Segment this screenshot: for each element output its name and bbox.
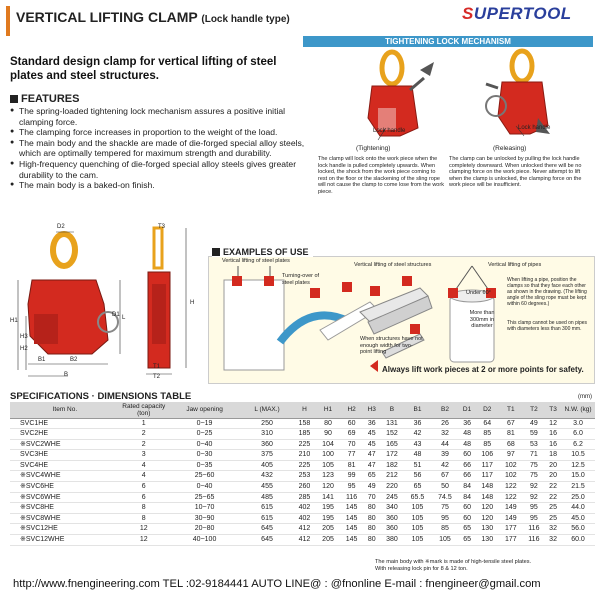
spec-cell: 18 (545, 450, 561, 461)
dim-label-t1: T1 (153, 364, 161, 370)
spec-cell: 95 (523, 513, 546, 524)
spec-cell: 105 (316, 460, 340, 471)
spec-cell: 40~100 (168, 535, 242, 546)
dim-label-h: H (190, 300, 195, 306)
spec-cell: 104 (316, 439, 340, 450)
spec-cell: 20~80 (168, 524, 242, 535)
spec-cell: 25~60 (168, 471, 242, 482)
example-angle: Under 60° (466, 290, 491, 296)
dim-label-d2: D2 (57, 224, 65, 230)
spec-cell: 60 (459, 513, 476, 524)
spec-cell: 360 (380, 524, 404, 535)
spec-cell: 77 (340, 450, 364, 461)
spec-cell: 210 (293, 450, 317, 461)
spec-cell: 25.0 (561, 492, 595, 503)
spec-cell: 6.2 (561, 439, 595, 450)
spec-cell: 36 (459, 418, 476, 429)
spec-cell: 432 (241, 471, 292, 482)
table-row (10, 482, 595, 493)
spec-cell: 615 (241, 503, 292, 514)
spec-cell: 205 (316, 535, 340, 546)
spec-cell: 81 (340, 460, 364, 471)
features-list (10, 106, 306, 191)
spec-cell: 85 (475, 439, 499, 450)
spec-cell: 92 (523, 482, 546, 493)
spec-cell: 145 (340, 513, 364, 524)
col-t2: T2 (523, 402, 546, 418)
spec-cell: 149 (499, 513, 523, 524)
example-steel-structures: Vertical lifting of steel structures (354, 262, 432, 268)
spec-cell: 220 (380, 482, 404, 493)
item-no-cell: ※SVC4WHE (10, 471, 120, 482)
spec-cell: 250 (241, 418, 292, 429)
example-pipes: Vertical lifting of pipes (488, 262, 542, 268)
spec-cell: 615 (241, 513, 292, 524)
spec-cell: 44.0 (561, 503, 595, 514)
spec-cell: 48 (404, 450, 431, 461)
spec-cell: 12 (545, 418, 561, 429)
table-row (10, 439, 595, 450)
spec-cell: 158 (293, 418, 317, 429)
spec-cell: 165 (380, 439, 404, 450)
col-h3: H3 (363, 402, 380, 418)
spec-cell: 67 (431, 471, 458, 482)
spec-cell: 4 (120, 460, 168, 471)
spec-cell: 53 (523, 439, 546, 450)
spec-cell: 0~35 (168, 460, 242, 471)
spec-cell: 30~90 (168, 513, 242, 524)
spec-cell: 185 (293, 429, 317, 440)
spec-cell: 48 (459, 439, 476, 450)
spec-cell: 105 (404, 524, 431, 535)
feature-item: ● The main body is a baked-on finish. (10, 180, 306, 191)
example-steel-plates: Vertical lifting of steel plates (222, 258, 290, 264)
spec-cell: 6 (120, 482, 168, 493)
spec-cell: 117 (475, 471, 499, 482)
item-no-cell: ※SVC6WHE (10, 492, 120, 503)
spec-cell: 0~40 (168, 482, 242, 493)
spec-cell: 145 (340, 503, 364, 514)
col-l: L (MAX.) (241, 402, 292, 418)
spec-cell: 152 (380, 429, 404, 440)
feature-item: ● The spring-loaded tightening lock mechanism assures a positive initial clamping force. (10, 106, 306, 127)
spec-cell: 645 (241, 535, 292, 546)
tightening-caption: (Tightening) (356, 145, 391, 152)
example-diameter: More than 300mm in diameter (469, 310, 495, 330)
spec-cell: 260 (293, 482, 317, 493)
spec-cell: 20 (545, 460, 561, 471)
spec-cell: 205 (316, 524, 340, 535)
spec-cell: 69 (340, 429, 364, 440)
spec-cell: 122 (499, 482, 523, 493)
spec-cell: 340 (380, 503, 404, 514)
table-row (10, 418, 595, 429)
spec-cell: 45 (363, 439, 380, 450)
feature-item: ● The clamping force increases in proportion to the weight of the load. (10, 127, 306, 138)
item-no-cell: SVC2HE (10, 429, 120, 440)
col-d1: D1 (459, 402, 476, 418)
spec-cell: 130 (475, 524, 499, 535)
spec-cell: 100 (316, 450, 340, 461)
spec-cell: 120 (475, 513, 499, 524)
spec-cell: 105 (404, 535, 431, 546)
spec-cell: 42 (431, 460, 458, 471)
spec-cell: 10.5 (561, 450, 595, 461)
item-no-cell: ※SVC12HE (10, 524, 120, 535)
spec-cell: 47 (363, 460, 380, 471)
spec-cell: 116 (523, 524, 546, 535)
table-row (10, 524, 595, 535)
spec-cell: 66 (459, 460, 476, 471)
spec-cell: 182 (380, 460, 404, 471)
spec-cell: 92 (523, 492, 546, 503)
tightening-description: The clamp will lock onto the work piece when the lock handle is pulled completely upwards. When locked, the shock from the work piece coming to rest on the floor or the slackening of the sling rope will not cause the clamp to come lose from the work piece. (318, 156, 444, 195)
spec-cell: 16 (545, 439, 561, 450)
item-no-cell: SVC4HE (10, 460, 120, 471)
square-bullet-icon (212, 248, 220, 256)
spec-cell: 60 (340, 418, 364, 429)
spec-cell: 26 (431, 418, 458, 429)
col-t1: T1 (499, 402, 523, 418)
spec-cell: 8 (120, 503, 168, 514)
spec-cell: 15.0 (561, 471, 595, 482)
spec-cell: 70 (363, 492, 380, 503)
item-no-cell: ※SVC8WHE (10, 513, 120, 524)
lock-handle-label-right: Lock handle (518, 125, 551, 131)
spec-cell: 70 (340, 439, 364, 450)
brand-logo: SUPERTOOL (462, 4, 572, 23)
table-row (10, 471, 595, 482)
dim-label-l: L (122, 315, 126, 321)
spec-cell: 245 (380, 492, 404, 503)
dim-label-h1: H1 (10, 318, 18, 324)
spec-cell: 195 (316, 503, 340, 514)
table-row (10, 450, 595, 461)
spec-cell: 148 (475, 482, 499, 493)
col-h1: H1 (316, 402, 340, 418)
spec-cell: 43 (404, 439, 431, 450)
col-capacity: Rated capacity (ton) (120, 402, 168, 418)
spec-cell: 212 (380, 471, 404, 482)
item-no-cell: ※SVC2WHE (10, 439, 120, 450)
dim-label-h2: H2 (20, 346, 28, 352)
spec-cell: 65 (459, 535, 476, 546)
spec-cell: 3 (120, 450, 168, 461)
spec-cell: 75 (431, 503, 458, 514)
spec-cell: 4 (120, 471, 168, 482)
feature-item: ● The main body and the shackle are made of die-forged special alloy steels, which are optimally tempered for maximum strength and durability. (10, 138, 306, 159)
spec-cell: 225 (293, 439, 317, 450)
dim-label-b1: B1 (38, 357, 46, 363)
spec-cell: 84 (459, 482, 476, 493)
spec-cell: 80 (316, 418, 340, 429)
col-b1: B1 (404, 402, 431, 418)
table-row (10, 460, 595, 471)
spec-cell: 95 (340, 482, 364, 493)
spec-cell: 22 (545, 482, 561, 493)
spec-cell: 95 (523, 503, 546, 514)
spec-cell: 50 (431, 482, 458, 493)
spec-cell: 84 (459, 492, 476, 503)
spec-cell: 310 (241, 429, 292, 440)
examples-heading (212, 247, 313, 257)
spec-cell: 253 (293, 471, 317, 482)
spec-cell: 120 (316, 482, 340, 493)
spec-cell: 65.5 (404, 492, 431, 503)
spec-cell: 1 (120, 418, 168, 429)
spec-cell: 80 (363, 524, 380, 535)
spec-cell: 32 (545, 535, 561, 546)
dim-label-b: B (64, 372, 69, 378)
spec-cell: 380 (380, 535, 404, 546)
spec-cell: 10~70 (168, 503, 242, 514)
page-title: VERTICAL LIFTING CLAMP (Lock handle type) (16, 9, 290, 25)
spec-cell: 60 (459, 503, 476, 514)
spec-cell: 172 (380, 450, 404, 461)
spec-cell: 402 (293, 513, 317, 524)
spec-cell: 51 (404, 460, 431, 471)
spec-cell: 36 (363, 418, 380, 429)
spec-cell: 25~65 (168, 492, 242, 503)
spec-cell: 39 (431, 450, 458, 461)
spec-note-2: With releasing lock pin for 8 & 12 ton. (375, 566, 468, 572)
spec-cell: 360 (380, 513, 404, 524)
releasing-description: The clamp can be unlocked by pulling the lock handle completely downward. When unlocked there will be no clamping force on the work piece. Never attempt to lift when the clamp is unlocked, the clamping force on the work piece will be insufficient. (449, 156, 582, 189)
spec-cell: 80 (363, 513, 380, 524)
spec-cell: 0~30 (168, 450, 242, 461)
col-jaw: Jaw opening (168, 402, 242, 418)
item-no-cell: ※SVC8HE (10, 503, 120, 514)
spec-cell: 405 (241, 460, 292, 471)
spec-cell: 105 (404, 503, 431, 514)
spec-cell: 45 (363, 429, 380, 440)
spec-cell: 65 (363, 471, 380, 482)
spec-cell: 122 (499, 492, 523, 503)
spec-cell: 74.5 (431, 492, 458, 503)
spec-cell: 131 (380, 418, 404, 429)
spec-cell: 12 (120, 535, 168, 546)
spec-cell: 20 (545, 471, 561, 482)
spec-cell: 149 (499, 503, 523, 514)
spec-cell: 60.0 (561, 535, 595, 546)
col-d2: D2 (475, 402, 499, 418)
spec-cell: 49 (523, 418, 546, 429)
lock-handle-label-left: Lock handle (373, 128, 406, 134)
spec-cell: 25 (545, 503, 561, 514)
page-subtitle: (Lock handle type) (201, 14, 290, 25)
spec-cell: 16 (545, 429, 561, 440)
spec-cell: 66 (459, 471, 476, 482)
spec-cell: 412 (293, 524, 317, 535)
table-row (10, 429, 595, 440)
spec-cell: 22 (545, 492, 561, 503)
spec-cell: 106 (475, 450, 499, 461)
item-no-cell: SVC3HE (10, 450, 120, 461)
spec-cell: 68 (499, 439, 523, 450)
dim-label-d1: D1 (112, 312, 120, 318)
spec-cell: 2 (120, 429, 168, 440)
spec-cell: 177 (499, 535, 523, 546)
col-b: B (380, 402, 404, 418)
spec-cell: 105 (431, 535, 458, 546)
spec-header-row (10, 402, 595, 418)
spec-cell: 177 (499, 524, 523, 535)
spec-cell: 360 (241, 439, 292, 450)
table-row (10, 503, 595, 514)
spec-cell: 99 (340, 471, 364, 482)
pipe-note-2: This clamp cannot be used on pipes with diameters less than 300 mm. (507, 320, 588, 332)
spec-notes (375, 559, 531, 573)
contact-footer: http://www.fnengineering.com TEL :02-9184441 AUTO LINE@ : @fnonline E-mail : fnengineer@gmail.com (13, 578, 541, 590)
spec-cell: 45.0 (561, 513, 595, 524)
col-h: H (293, 402, 317, 418)
spec-cell: 123 (316, 471, 340, 482)
spec-cell: 64 (475, 418, 499, 429)
spec-cell: 102 (499, 471, 523, 482)
intro-text: Standard design clamp for vertical lifting of steel plates and steel structures. (10, 56, 277, 82)
col-weight: N.W. (kg) (561, 402, 595, 418)
spec-cell: 95 (431, 513, 458, 524)
spec-cell: 85 (475, 429, 499, 440)
features-heading (10, 93, 79, 105)
dim-label-h3: H3 (20, 334, 28, 340)
releasing-caption: (Releasing) (493, 145, 527, 152)
item-no-cell: ※SVC6HE (10, 482, 120, 493)
spec-cell: 90 (316, 429, 340, 440)
dim-label-b2: B2 (70, 357, 78, 363)
dim-label-t2: T2 (153, 374, 161, 380)
spec-cell: 21.5 (561, 482, 595, 493)
spec-cell: 60 (459, 450, 476, 461)
examples-heading-label: EXAMPLES OF USE (223, 247, 309, 257)
spec-cell: 145 (340, 524, 364, 535)
spec-cell: 412 (293, 535, 317, 546)
spec-cell: 195 (316, 513, 340, 524)
col-item-no: Item No. (10, 402, 120, 418)
safety-note: Always lift work pieces at 2 or more points for safety. (382, 365, 584, 374)
item-no-cell: SVC1HE (10, 418, 120, 429)
spec-note-1: The main body with ※mark is made of high-tensile steel plates. (375, 559, 532, 565)
spec-cell: 67 (499, 418, 523, 429)
spec-cell: 105 (404, 513, 431, 524)
spec-cell: 116 (523, 535, 546, 546)
spec-cell: 141 (316, 492, 340, 503)
spec-cell: 0~19 (168, 418, 242, 429)
spec-cell: 80 (363, 503, 380, 514)
spec-cell: 32 (545, 524, 561, 535)
spec-cell: 117 (475, 460, 499, 471)
spec-cell: 130 (475, 535, 499, 546)
spec-cell: 645 (241, 524, 292, 535)
spec-cell: 32 (431, 429, 458, 440)
spec-cell: 65 (404, 482, 431, 493)
spec-cell: 8 (120, 513, 168, 524)
spec-cell: 148 (475, 492, 499, 503)
spec-cell: 36 (404, 418, 431, 429)
features-heading-label: FEATURES (21, 93, 80, 105)
spec-cell: 81 (499, 429, 523, 440)
spec-cell: 455 (241, 482, 292, 493)
spec-cell: 80 (363, 535, 380, 546)
spec-cell: 75 (523, 471, 546, 482)
spec-cell: 402 (293, 503, 317, 514)
col-h2: H2 (340, 402, 364, 418)
spec-unit: (mm) (578, 394, 592, 400)
spec-cell: 47 (363, 450, 380, 461)
table-row (10, 492, 595, 503)
spec-cell: 56.0 (561, 524, 595, 535)
spec-cell: 97 (499, 450, 523, 461)
spec-cell: 59 (523, 429, 546, 440)
spec-cell: 6 (120, 492, 168, 503)
pipe-note-1: When lifting a pipe, position the clamps so that they face each other as shown in the drawing. (The lifting angle of the sling rope must be kept within 60 degrees.) (507, 277, 587, 307)
spec-cell: 85 (431, 524, 458, 535)
spec-cell: 48 (459, 429, 476, 440)
spec-cell: 12 (120, 524, 168, 535)
spec-cell: 145 (340, 535, 364, 546)
spec-cell: 25 (545, 513, 561, 524)
spec-cell: 44 (431, 439, 458, 450)
dim-label-t3: T3 (158, 224, 166, 230)
title-accent-bar (6, 6, 10, 36)
spec-cell: 3.0 (561, 418, 595, 429)
item-no-cell: ※SVC12WHE (10, 535, 120, 546)
spec-cell: 285 (293, 492, 317, 503)
table-row (10, 535, 595, 546)
spec-cell: 375 (241, 450, 292, 461)
example-narrow-structures: When structures have not enough width for two-point lifting (360, 336, 423, 356)
spec-cell: 42 (404, 429, 431, 440)
spec-cell: 65 (459, 524, 476, 535)
spec-cell: 12.5 (561, 460, 595, 471)
spec-heading: SPECIFICATIONS · DIMENSIONS TABLE (10, 391, 192, 402)
square-bullet-icon (10, 95, 18, 103)
spec-cell: 485 (241, 492, 292, 503)
table-row (10, 513, 595, 524)
spec-cell: 71 (523, 450, 546, 461)
spec-cell: 116 (340, 492, 364, 503)
spec-table (10, 402, 595, 546)
col-t3: T3 (545, 402, 561, 418)
spec-cell: 49 (363, 482, 380, 493)
spec-cell: 6.0 (561, 429, 595, 440)
spec-cell: 75 (523, 460, 546, 471)
spec-cell: 2 (120, 439, 168, 450)
col-b2: B2 (431, 402, 458, 418)
spec-cell: 56 (404, 471, 431, 482)
example-turning-over: Turning-over of steel plates (282, 273, 320, 286)
mechanism-heading: TIGHTENING LOCK MECHANISM (303, 36, 593, 47)
feature-item: ● High-frequency quenching of die-forged special alloy steels gives greater durability to the cam. (10, 159, 306, 180)
spec-cell: 225 (293, 460, 317, 471)
spec-cell: 0~40 (168, 439, 242, 450)
spec-cell: 120 (475, 503, 499, 514)
spec-cell: 102 (499, 460, 523, 471)
spec-cell: 0~25 (168, 429, 242, 440)
